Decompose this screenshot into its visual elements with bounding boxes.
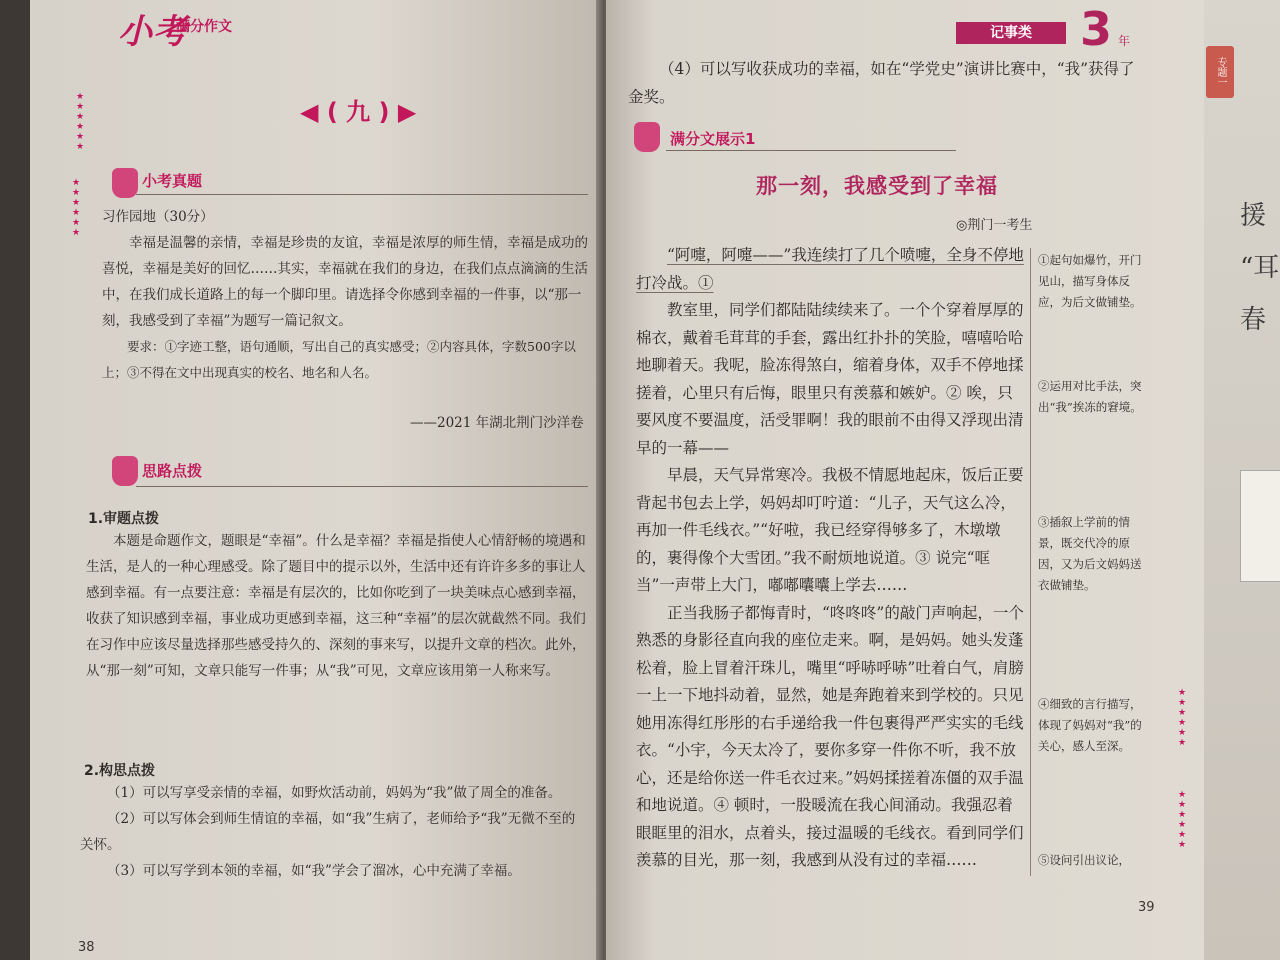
essay-paragraph: “阿嚏，阿嚏——”我连续打了几个喷嚏，全身不停地打冷战。① [636,246,1024,292]
essay-paragraph: 正当我肠子都悔青时，“咚咚咚”的敲门声响起，一个熟悉的身影径直向我的座位走来。啊，是妈妈。她头发蓬松着，脸上冒着汗珠儿，嘴里“呼哧呼哧”吐着白气，肩膀一上一下地抖动着，显然，她是奔跑着来到学校的。只见她用冻得红彤彤的右手递给我一件包裹得严严实实的毛线衣。“小宇，今天太冷了，要你多穿一件你不听，我不放心，还是给你送一件毛衣过来。”妈妈揉搓着冻僵的双手温和地说道。④ 顿时，一股暖流在我心间涌动。我强忍着眼眶里的泪水，点着头，接过温暖的毛线衣。看到同学们羡慕的目光，那一刻，我感到从没有过的幸福…… [636,603,1024,869]
essay-byline: ◎荆门一考生 [956,218,1033,233]
exam-prompt-line: 要求：①字迹工整，语句通顺，写出自己的真实感受；②内容具体，字数500字以上；③不得在文中出现真实的校名、地名和人名。 [102,339,576,380]
essay-paragraph: 早晨，天气异常寒冷。我极不情愿地起床，饭后正要背起书包去上学，妈妈却叮咛道：“儿子，天气这么冷，再加一件毛线衣。”“好啦，我已经穿得够多了，木墩墩的，裹得像个大雪团。”我不耐烦地说道。③ 说完“哐当”一声带上大门，嘟嘟囔囔上学去…… [636,466,1024,594]
divider [136,486,588,487]
analysis-paragraph: 本题是命题作文，题眼是“幸福”。什么是幸福？幸福是指使人心情舒畅的境遇和生活，是人的一种心理感受。除了题目中的提示以外，生活中还有许许多多的事让人感到幸福。有一点要注意：幸福是有层次的，比如你吃到了一块美味点心感到幸福，收获了知识感到幸福，事业成功更感到幸福，这三种“幸福”的层次就截然不同。我们在习作中应该尽量选择那些感受持久的、深刻的事来写，以提升文章的档次。此外，从“那一刻”可知，文章只能写一件事；从“我”可见，文章应该用第一人称来写。 [86,533,586,679]
grade-suffix: 年 [1118,34,1131,48]
decorative-stars: ★ ★ ★ ★ ★ ★ [1178,688,1187,748]
decorative-stars: ★ ★ ★ ★ ★ ★ [72,178,81,238]
showcase-badge-icon [634,122,660,152]
notebook-card [1240,470,1280,582]
annotation: ②运用对比手法，突出“我”挨冻的窘境。 [1038,379,1142,414]
annotation: ④细致的言行描写，体现了妈妈对“我”的关心，感人至深。 [1038,697,1142,753]
idea-item: （1）可以写享受亲情的幸福，如野炊活动前，妈妈为“我”做了周全的准备。 [107,785,562,801]
essay-title: 那一刻，我感受到了幸福 [756,173,998,198]
section-badge-icon [112,168,138,198]
adjacent-notebook [1204,0,1280,960]
left-page [30,0,602,960]
right-page [606,0,1204,960]
decorative-stars: ★ ★ ★ ★ ★ ★ [76,92,85,152]
sub-heading: 2.构思点拨 [84,763,156,779]
brand-title: 小考 [118,12,188,52]
showcase-head: 满分文展示1 [670,130,756,148]
decorative-stars: ★ ★ ★ ★ ★ ★ [1178,790,1187,850]
section-head-approach: 思路点拨 [142,462,203,480]
brand-subtitle: 满分作文 [176,19,232,35]
grade-number: 3 [1080,2,1113,56]
essay-body [636,242,1024,875]
exam-prompt-line: 幸福是温馨的亲情，幸福是珍贵的友谊，幸福是浓厚的师生情，幸福是成功的喜悦，幸福是美好的回忆……其实，幸福就在我们的身边，在我们点点滴滴的生活中，在我们成长道路上的每一个脚印里。请选择令你感到幸福的一件事，以“那一刻，我感受到了幸福”为题写一篇记叙文。 [102,235,588,329]
annotation: ③插叙上学前的情景，既交代冷的原因，又为后文妈妈送衣做铺垫。 [1038,515,1142,592]
chapter-tab: 专题一 [1206,46,1234,98]
page-number: 38 [78,940,95,955]
handwritten-notes: 援 “耳 春 [1240,201,1280,335]
essay-paragraph: 教室里，同学们都陆陆续续来了。一个个穿着厚厚的棉衣，戴着毛茸茸的手套，露出红扑扑的笑脸，嘻嘻哈哈地聊着天。我呢，脸冻得煞白，缩着身体，双手不停地揉搓着，心里只有后悔，眼里只有羡慕和嫉妒。② 唉，只要风度不要温度，活受罪啊！我的眼前不由得又浮现出清早的一幕—— [636,301,1024,457]
exam-source: ——2021 年湖北荆门沙洋卷 [410,415,584,431]
category-tab: 记事类 [956,22,1066,44]
exam-prompt [102,204,592,386]
annotation: ⑤设问引出议论， [1038,853,1130,867]
exam-prompt-line: 习作园地（30分） [102,209,214,225]
idea-item: （2）可以写体会到师生情谊的幸福，如“我”生病了，老师给予“我”无微不至的关怀。 [80,811,576,853]
unit-number: ◀ ( 九 ) ▶ [300,98,417,126]
sub-heading: 1.审题点拨 [88,511,160,527]
annotation: ①起句如爆竹，开门见山，描写身体反应，为后文做铺垫。 [1038,253,1142,309]
idea-list [80,780,586,884]
margin-rule [1030,248,1031,876]
divider [666,150,956,151]
section-head-exam: 小考真题 [142,172,203,190]
divider [136,194,588,195]
section-badge-icon [112,456,138,486]
page-number: 39 [1138,900,1155,915]
idea-item-4: （4）可以写收获成功的幸福，如在“学党史”演讲比赛中，“我”获得了金奖。 [628,60,1135,106]
idea-item: （3）可以写学到本领的幸福，如“我”学会了溜冰，心中充满了幸福。 [107,863,521,879]
